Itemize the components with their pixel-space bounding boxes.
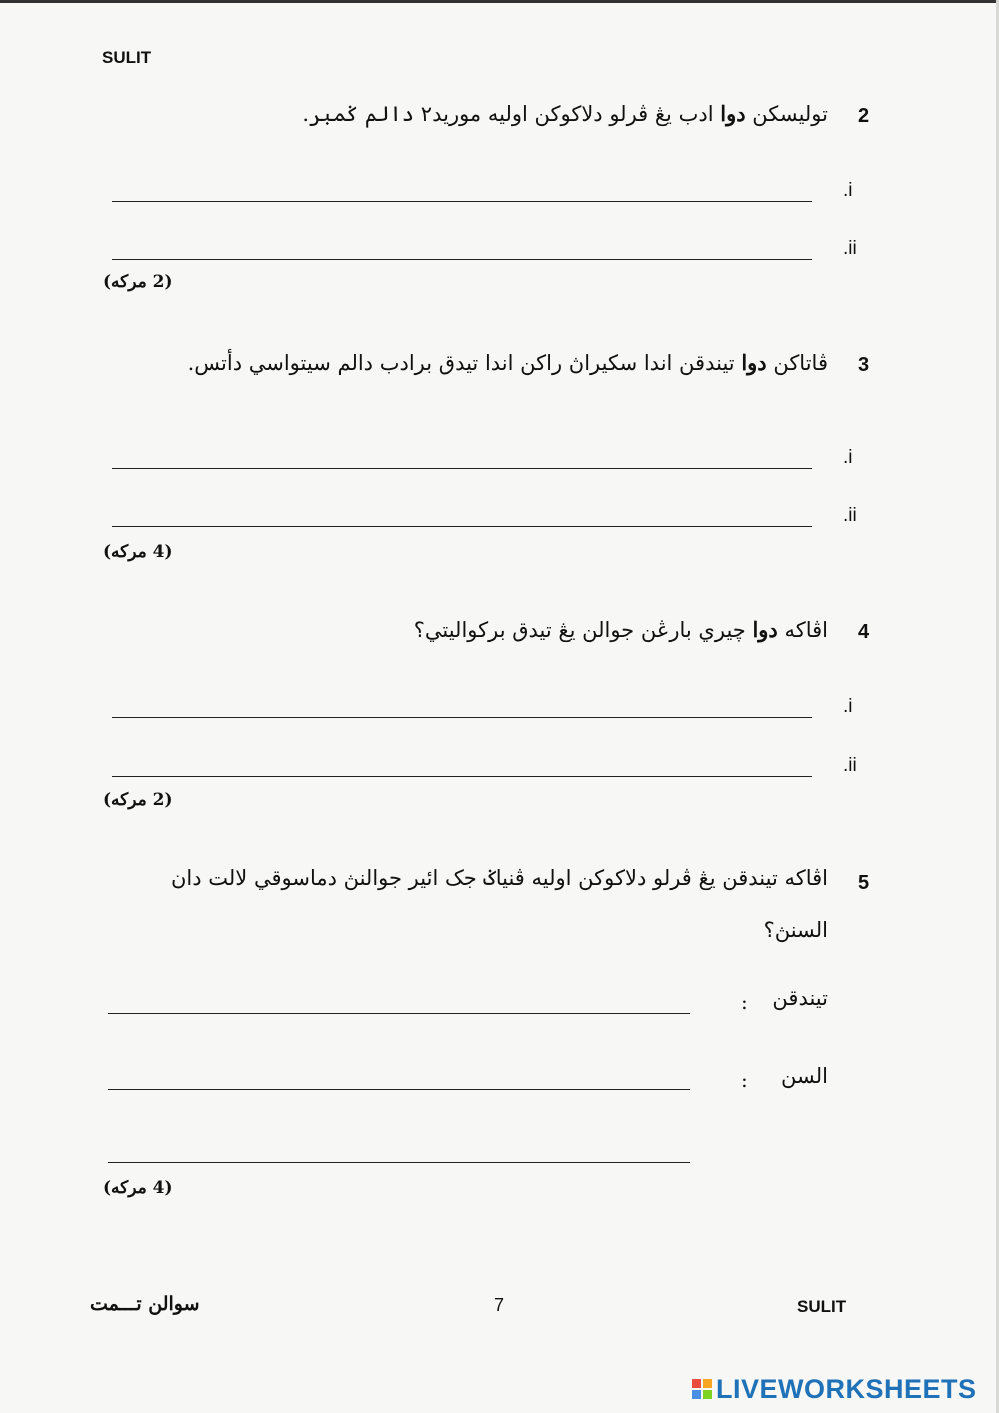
page-top-edge [0,0,999,3]
question-5-marks: (4 مركه) [103,1178,173,1198]
question-5-field-1-line[interactable] [108,1013,690,1014]
question-5-field-2-colon: : [741,1068,748,1092]
question-3-text: ڤاتاكن دوا تيندقن اندا سكيراڽ راكن اندا تيدق برادب دالم سيتواسي دأتس. [187,350,828,375]
question-5-field-1-label: تيندقن [772,986,828,1010]
liveworksheets-logo-icon [692,1379,712,1399]
question-2-answer-ii-label: .ii [843,238,857,259]
question-5-field-3-line[interactable] [108,1162,690,1163]
footer-continue-text: سوالن تـــمت [90,1293,200,1315]
question-4-answer-ii-label: .ii [843,755,857,776]
question-4-answer-i-line[interactable] [112,717,812,718]
question-3-answer-ii-label: .ii [843,505,857,526]
question-3-number: 3 [858,354,870,376]
question-4-answer-ii-line[interactable] [112,776,812,777]
question-4-text: اڤاكه دوا چيري بارڠن جوالن يڠ تيدق بركواليتي؟ [413,617,828,642]
question-3-answer-ii-line[interactable] [112,526,812,527]
question-5-field-2-label: السن [781,1064,828,1088]
question-5-field-2-line[interactable] [108,1089,690,1090]
liveworksheets-text: LIVEWORKSHEETS [716,1373,977,1404]
question-3-answer-i-line[interactable] [112,468,812,469]
liveworksheets-watermark[interactable] [692,1374,977,1404]
question-4-answer-i-label: .i [843,696,853,717]
question-2-answer-i-label: .i [843,180,853,201]
question-3-marks: (4 مركه) [103,542,173,562]
question-4-number: 4 [858,621,870,643]
question-3-answer-i-label: .i [843,447,853,468]
header-sulit: SULIT [102,48,152,67]
question-5-field-1-colon: : [741,990,748,1014]
question-4-marks: (2 مركه) [103,790,173,810]
question-2-answer-ii-line[interactable] [112,259,812,260]
footer-sulit: SULIT [797,1297,847,1316]
question-5-text-line-2: السنڽ؟ [763,918,828,942]
question-2-number: 2 [858,105,870,127]
question-2-answer-i-line[interactable] [112,201,812,202]
question-2-marks: (2 مركه) [103,272,173,292]
question-5-text-line-1: اڤاكه تيندقن يڠ ڤرلو دلاكوكن اوليه ڤنياݢ جک ائير جوالنڽ دماسوقي لالت دان [171,866,828,890]
question-5-number: 5 [858,872,870,894]
question-2-text: توليسكن دوا ادب يڠ ڤرلو دلاكوكن اوليه موريد٢ دالم ݢمبر. [302,101,828,126]
page-number: 7 [494,1295,505,1315]
